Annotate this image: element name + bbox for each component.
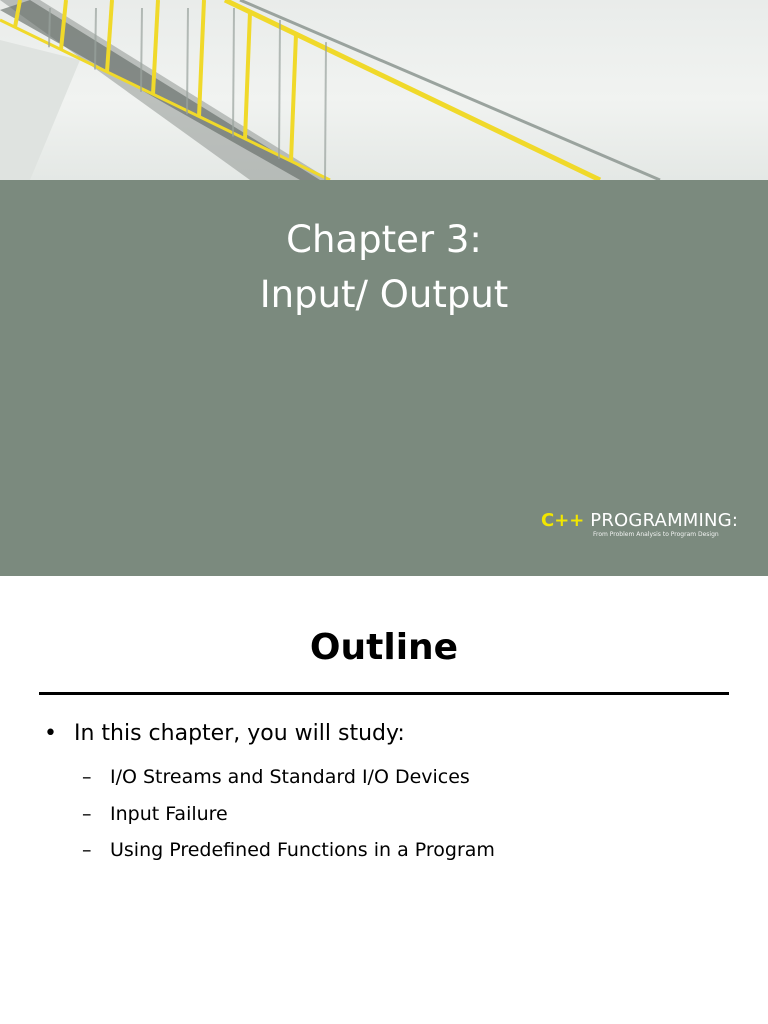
- railing-baluster: [199, 0, 204, 116]
- logo-wordmark: PROGRAMMING:: [584, 510, 739, 531]
- baluster-shadow: [233, 8, 234, 136]
- railing-baluster: [291, 34, 296, 161]
- sub-bullet-marker: –: [82, 766, 92, 788]
- outline-slide: [0, 576, 768, 1024]
- wall-shade: [0, 40, 80, 180]
- bullet-item: [44, 719, 405, 749]
- slide-title: [0, 212, 768, 322]
- sub-bullet-item: [82, 796, 495, 833]
- railing-shadow: [240, 0, 660, 180]
- baluster-shadow: [325, 42, 326, 180]
- bullet-text: In this chapter, you will study:: [74, 721, 405, 746]
- baluster-shadow: [95, 8, 96, 70]
- sub-bullet-list: [82, 759, 495, 869]
- baluster-shadow: [279, 20, 280, 159]
- baluster-shadow: [49, 8, 50, 47]
- heading-divider: [39, 692, 729, 695]
- cpp-programming-logo: [541, 511, 751, 551]
- bullet-marker: •: [44, 721, 57, 746]
- sub-bullet-text: Input Failure: [110, 802, 228, 825]
- logo-subtitle: From Problem Analysis to Program Design: [593, 531, 719, 538]
- sub-bullet-marker: –: [82, 839, 92, 861]
- staircase-illustration: [0, 0, 768, 180]
- staircase-photo: [0, 0, 768, 180]
- sub-bullet-item: [82, 759, 495, 796]
- baluster-shadow: [187, 8, 188, 114]
- title-line-2: Input/ Output: [259, 273, 509, 316]
- sub-bullet-marker: –: [82, 802, 92, 825]
- title-line-1: Chapter 3:: [286, 218, 482, 261]
- outline-heading: Outline: [309, 627, 459, 668]
- sub-bullet-text: Using Predefined Functions in a Program: [110, 839, 495, 861]
- baluster-shadow: [141, 8, 142, 92]
- sub-bullet-text: I/O Streams and Standard I/O Devices: [110, 766, 470, 788]
- sub-bullet-item: [82, 832, 495, 869]
- logo-cpp-mark: C++: [541, 510, 585, 531]
- railing-baluster: [245, 12, 250, 139]
